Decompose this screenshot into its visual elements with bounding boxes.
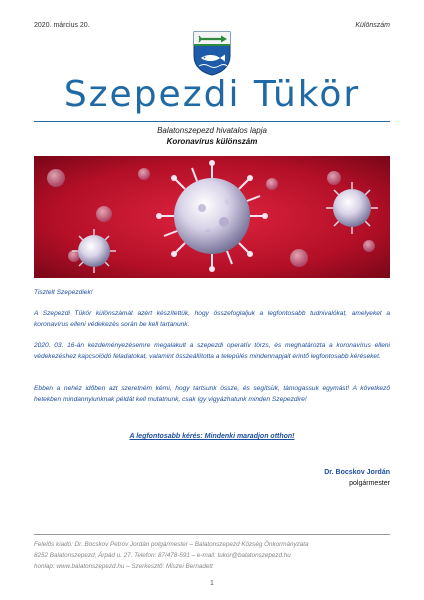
footer-line-web: honlap: www.balatonszepezd.hu – Szerkesztő: Miszei Bernadett [34,563,213,570]
footer-line-contact: 8252 Balatonszepezd, Árpád u. 27. Telefon: 87/478-591 – e-mail: tukor@balatonszepezd.hu [34,552,291,559]
greeting: Tisztelt Szepezdiek! [34,289,93,296]
paragraph-1: A Szepezdi Tükör különszámát azért készítettük, hogy összefoglaljuk a legfontosabb tudnivalókat, amelyeket a koronavírus elleni védekezés során be kell tartanunk. [34,310,390,328]
paragraph-2: 2020. 03. 16-án kezdeményezésemre megalakult a szepezdi operatív törzs, és meghatározta a koronavírus elleni védekezéshez kapcsolódó feladatokat, valamint összeállította a település mindennapjait érintő legfontosabb kéréseket. [34,342,390,360]
signature-block [324,467,390,489]
footer-divider [34,534,390,535]
key-request: A legfontosabb kérés: Mindenki maradjon otthon! [129,433,295,440]
masthead-divider [34,121,390,122]
masthead-subtitle-special: Koronavírus különszám [166,137,258,146]
footer [34,539,390,572]
issue-date: 2020. március 20. [34,22,90,29]
signer-title: polgármester [349,480,390,487]
coat-of-arms-icon [191,30,233,76]
footer-line-publisher: Felelős kiadó: Dr. Bocskov Petrov Jordán polgármester – Balatonszepezd Község Önkormányzata [34,541,309,548]
page-number: 1 [210,580,214,587]
masthead-subtitle: Balatonszepezd hivatalos lapja [157,126,267,135]
coronavirus-illustration [34,156,390,278]
paragraph-3: Ebben a nehéz időben azt szeretném kérni, hogy tartsunk össze, és segítsük, támogassuk egymást! A következő hetekben mindannyiunknak példát kell mutatnunk, csak így vigyázhatunk minden Szepezdire! [34,385,390,403]
signer-name: Dr. Bocskov Jordán [324,469,390,476]
edition-label: Különszám [355,22,390,29]
masthead-title: Szepezdi Tükör [63,74,361,115]
